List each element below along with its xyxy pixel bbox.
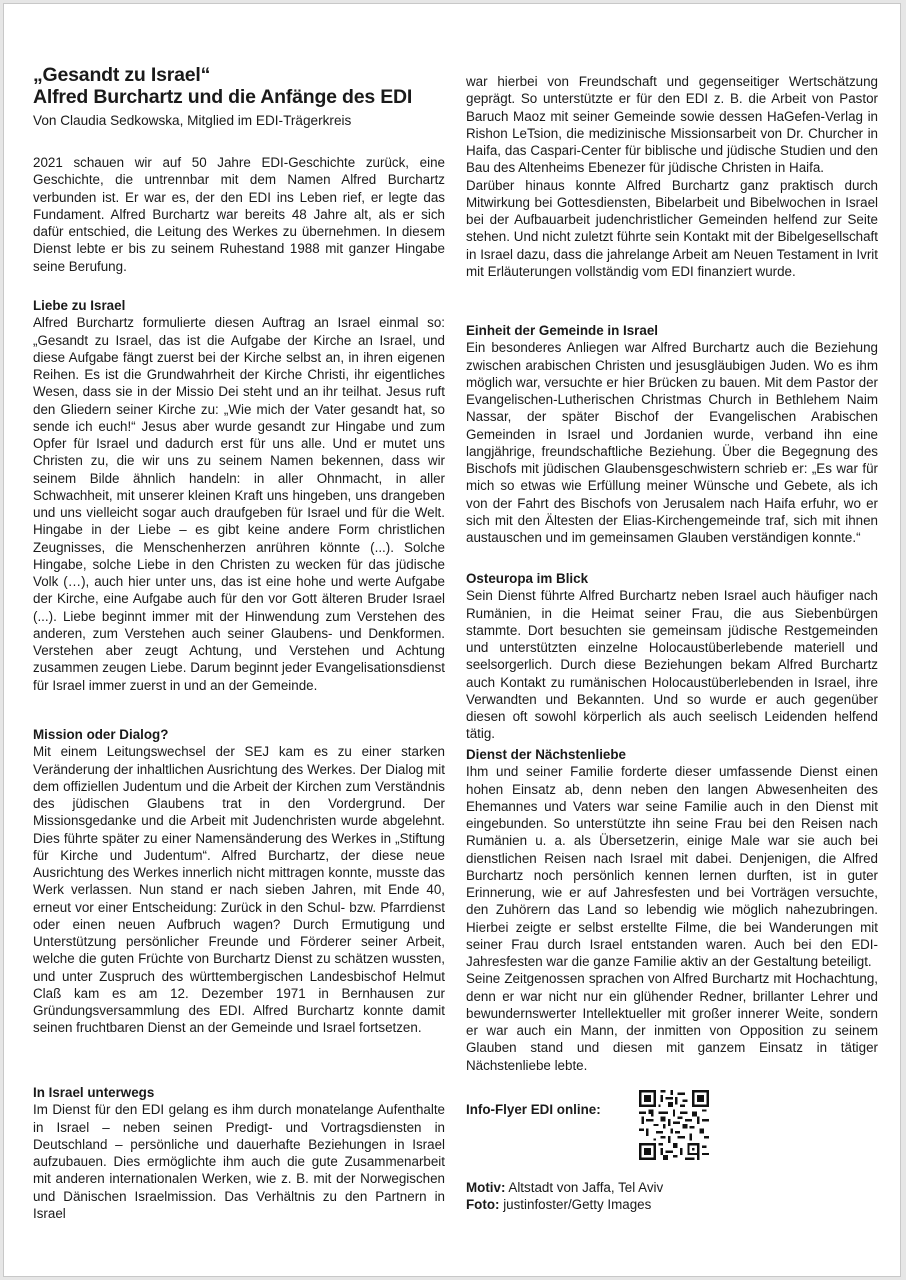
article-byline: Von Claudia Sedkowska, Mitglied im EDI-Trägerkreis <box>33 113 352 128</box>
section-body: Mit einem Leitungswechsel der SEJ kam es zu einer starken Veränderung der inhaltlichen Ausrichtung des Werkes. Der Dialog mit dem offiziellen Judentum und die Arbeit der Kirchen zum Verständnis des jüdischen Glaubens trat in den Vordergrund. Der Missionsgedanke und die Arbeit mit Judenchristen wurde abgelehnt. Dies führte später zu einer Namensänderung des Werkes in „Stiftung für Kirche und Judentum“. Alfred Burchartz, der diese neue Ausrichtung des Werkes innerlich nicht mittragen konnte, musste das Werk verlassen. Nun stand er nach sieben Jahren, mit Ende 40, erneut vor einer Entscheidung: Zurück in den Schul- bzw. Pfarrdienst oder einen neuen Aufbruch wagen? Durch Ermutigung und Unterstützung persönlicher Freunde und Förderer seiner Arbeit, welche die guten Früchte von Burchartz Dienst zu schätzen wussten, und unter Zuspruch des württembergischen Landesbischof Helmut Claß kam es am 12. Dezember 1971 in Bernhausen zur Gründungsversammlung des EDI. Alfred Burchartz konnte damit seinen fruchtbaren Dienst an der Gemeinde und Israel fortsetzen. <box>33 744 445 1036</box>
section-heading: In Israel unterwegs <box>33 1085 155 1100</box>
intro-paragraph <box>33 154 445 275</box>
intro-text: 2021 schauen wir auf 50 Jahre EDI-Geschichte zurück, eine Geschichte, die untrennbar mit dem Namen Alfred Burchartz verbunden ist. Er war es, der den EDI ins Leben rief, er legte das Fundament. Alfred Burchartz war bereits 48 Jahre alt, als er sich dafür entschied, die Leitung des Werkes zu übernehmen. In diesem Dienst lebte er bis zu seinem Ruhestand 1988 mit ganzer Hingabe seine Berufung. <box>33 155 445 274</box>
section-osteuropa-im-blick <box>466 570 878 743</box>
section-in-israel-unterwegs <box>33 1084 445 1222</box>
section-heading: Dienst der Nächstenliebe <box>466 747 626 762</box>
section-mission-oder-dialog <box>33 726 445 1037</box>
section-body: Ihm und seiner Familie forderte dieser umfassende Dienst einen hohen Einsatz ab, denn neben den langen Abwesenheiten des Ehemannes und Vaters war seine Familie auch in den Dienst mit eingebunden. So unterstützte ihn seine Frau bei den Reisen nach Rumänien u. a. als Übersetzerin, einige Male war sie auch bei dienstlichen Reisen nach Israel mit dabei. Denjenigen, die Alfred Burchartz noch persönlich kennen lernen durften, ist in guter Erinnerung, wie er auf Jahresfesten und bei Vorträgen versuchte, den Zuhörern das Land so lebendig wie möglich nahezubringen. Hierbei zeigte er selbst erstellte Filme, die bei Wanderungen mit seiner Frau durch Israel entstanden waren. Auch bei den EDI-Jahresfesten war die ganze Familie aktiv an der Gestaltung beteiligt. <box>466 764 878 969</box>
foto-value: justinfoster/Getty Images <box>499 1197 652 1213</box>
info-flyer-label: Info-Flyer EDI online: <box>466 1102 601 1117</box>
qr-code-icon[interactable] <box>639 1090 709 1160</box>
section-body-2: Seine Zeitgenossen sprachen von Alfred Burchartz mit Hochachtung, denn er war nicht nur ein glühender Redner, brillanter Lehrer und bewundernswerter Intellektueller mit großer innerer Weite, sondern er war auch ein Mann, der inmitten von Opposition zu seinem Glauben stand und diesen mit ganzem Einsatz in tätiger Nächstenliebe lebte. <box>466 971 878 1073</box>
section-liebe-zu-israel <box>33 297 445 694</box>
motiv-value: Altstadt von Jaffa, Tel Aviv <box>505 1180 664 1195</box>
foto-label: Foto: <box>466 1197 500 1213</box>
article-title <box>33 64 445 108</box>
section-body: Sein Dienst führte Alfred Burchartz neben Israel auch häufiger nach Rumänien, in die Heimat seiner Frau, die aus Siebenbürgen stammte. Dort besuchten sie gemeinsam jüdische Restgemeinden und unterstützten einzelne Holocaustüberlebende materiell und seelsorgerlich. Durch diese Beziehungen bekam Alfred Burchartz auch Kontakt zu rumänischen Holocaustüberlebenden in Israel, ihre Verwandten und Bekannten. Und so wurde er auch gegenüber diesen oft sowohl körperlich als auch seelisch Leidenden helfend tätig. <box>466 588 878 742</box>
article-title-line2: Alfred Burchartz und die Anfänge des EDI <box>33 86 413 108</box>
section-dienst-der-naechstenliebe <box>466 746 878 1074</box>
section-body: Ein besonderes Anliegen war Alfred Burchartz auch die Beziehung zwischen arabischen Christen und jesusgläubigen Juden. Wo es ihm möglich war, versuchte er hier Brücken zu bauen. Mit dem Pastor der Evangelischen-Lutherischen Christmas Church in Bethlehem Naim Nassar, der später Bischof der Evangelischen Arabischen Gemeinden in Israel und Jordanien wurde, verband ihn eine langjährige, freundschaftliche Beziehung. Über die Begegnung des Bischofs mit jüdischen Glaubensgeschwistern schrieb er: „Es war für mich so etwas wie Erfüllung meiner Wünsche und Gebete, als ich von der Fahrt des Bischofs von Jerusalem nach Haifa erfuhr, wo er sich mit den Ältesten der Elias-Kirchengemeinde traf, sich mit ihnen austauschen und im gemeinsamen Glauben verständigen konnte.“ <box>466 340 878 545</box>
motiv-line <box>466 1179 878 1196</box>
section-body: Alfred Burchartz formulierte diesen Auftrag an Israel einmal so: „Gesandt zu Israel, das ist die Aufgabe der Kirche an Israel, und diese Aufgabe fängt zuerst bei der Kirche selbst an, in ihren eigenen Reihen. Es ist die Grundwahrheit der Kirche Christi, ihr eigentliches Wesen, dass sie in der Missio Dei steht und an ihr teilhat. Jesus ruft den Gliedern seiner Kirche zu: „Wie mich der Vater gesandt hat, so sende ich euch!“ Jesus aber wurde gesandt zur Hingabe und zum Opfer für Israel und dadurch erst für uns alle. Und er mutet uns Christen zu, die wir uns zu seinem Namen bekennen, dass wir seinem Bilde ähnlich handeln: in aller Ohnmacht, in aller Schwachheit, mit unserer kleinen Kraft uns hingeben, uns drangeben und uns vielleicht sogar auch draufgeben für Israel und für die Welt. Hingabe in der Liebe – es gibt keine andere Form christlichen Zeugnisses, die Menschenherzen anrühren könnte (...). Solche Hingabe, solche Liebe in den Christen zu wecken für das jüdische Volk (…), auch hier unter uns, das ist eine hohe und werte Aufgabe der Kirche, eine Aufgabe auch für den vor Gott älteren Bruder Israel (...). Liebe beginnt immer mit der Hinwendung zum Verstehen des anderen, zum Verstehen auch seiner Glaubens- und Denkformen. Verstehen aber zeugt Achtung, und Verstehen und Achtung zusammen zeugen Liebe. Darum beginnt jeder Evangelisationsdienst für Israel immer zuerst in und an der Gemeinde. <box>33 315 445 693</box>
image-credits <box>466 1179 878 1214</box>
continuation-paragraph: Darüber hinaus konnte Alfred Burchartz ganz praktisch durch Mitwirkung bei Gottesdiensten, Bibelarbeit und Bibelwochen in Israel bei der Aufbauarbeit judenchristlicher Gemeinden helfend zur Seite stehen. Und nicht zuletzt führte sein Kontakt mit der Bibelgesellschaft in Israel dazu, dass die jahrelange Arbeit am Neuen Testament in Ivrit mit Erläuterungen vollständig vom EDI finanziert wurde. <box>466 177 878 279</box>
section-heading: Osteuropa im Blick <box>466 571 589 586</box>
continuation-paragraph: war hierbei von Freundschaft und gegenseitiger Wertschätzung geprägt. So unterstützte er für den EDI z. B. die Arbeit von Pastor Baruch Maoz mit seiner Gemeinde sowie dessen HaGefen-Verlag in Rishon LeTsion, die medizinische Missionsarbeit von Dr. Churcher in Haifa, das Caspari-Center für biblische und jüdische Studien und den Bau des Altenheims Ebenezer für jüdische Christen in Haifa. <box>466 74 878 176</box>
article-title-line1: „Gesandt zu Israel“ <box>33 64 211 86</box>
section-einheit-der-gemeinde <box>466 322 878 546</box>
document-page <box>3 3 901 1277</box>
section-heading: Einheit der Gemeinde in Israel <box>466 323 658 338</box>
section-body: Im Dienst für den EDI gelang es ihm durch monatelange Aufenthalte in Israel – neben seinen Predigt- und Vortragsdiensten in Deutschland – persönliche und dauerhafte Beziehungen in Israel aufzubauen. Dies ermöglichte ihm auch die gute Zusammenarbeit mit anderen internationalen Werken, wie z. B. mit der Norwegischen und Dänischen Israelmission. Das Verhältnis zu den Partnern in Israel <box>33 1102 445 1221</box>
foto-line <box>466 1196 878 1213</box>
motiv-label: Motiv: <box>466 1180 506 1195</box>
section-continuation <box>466 73 878 280</box>
section-heading: Liebe zu Israel <box>33 298 126 313</box>
section-heading: Mission oder Dialog? <box>33 727 169 742</box>
